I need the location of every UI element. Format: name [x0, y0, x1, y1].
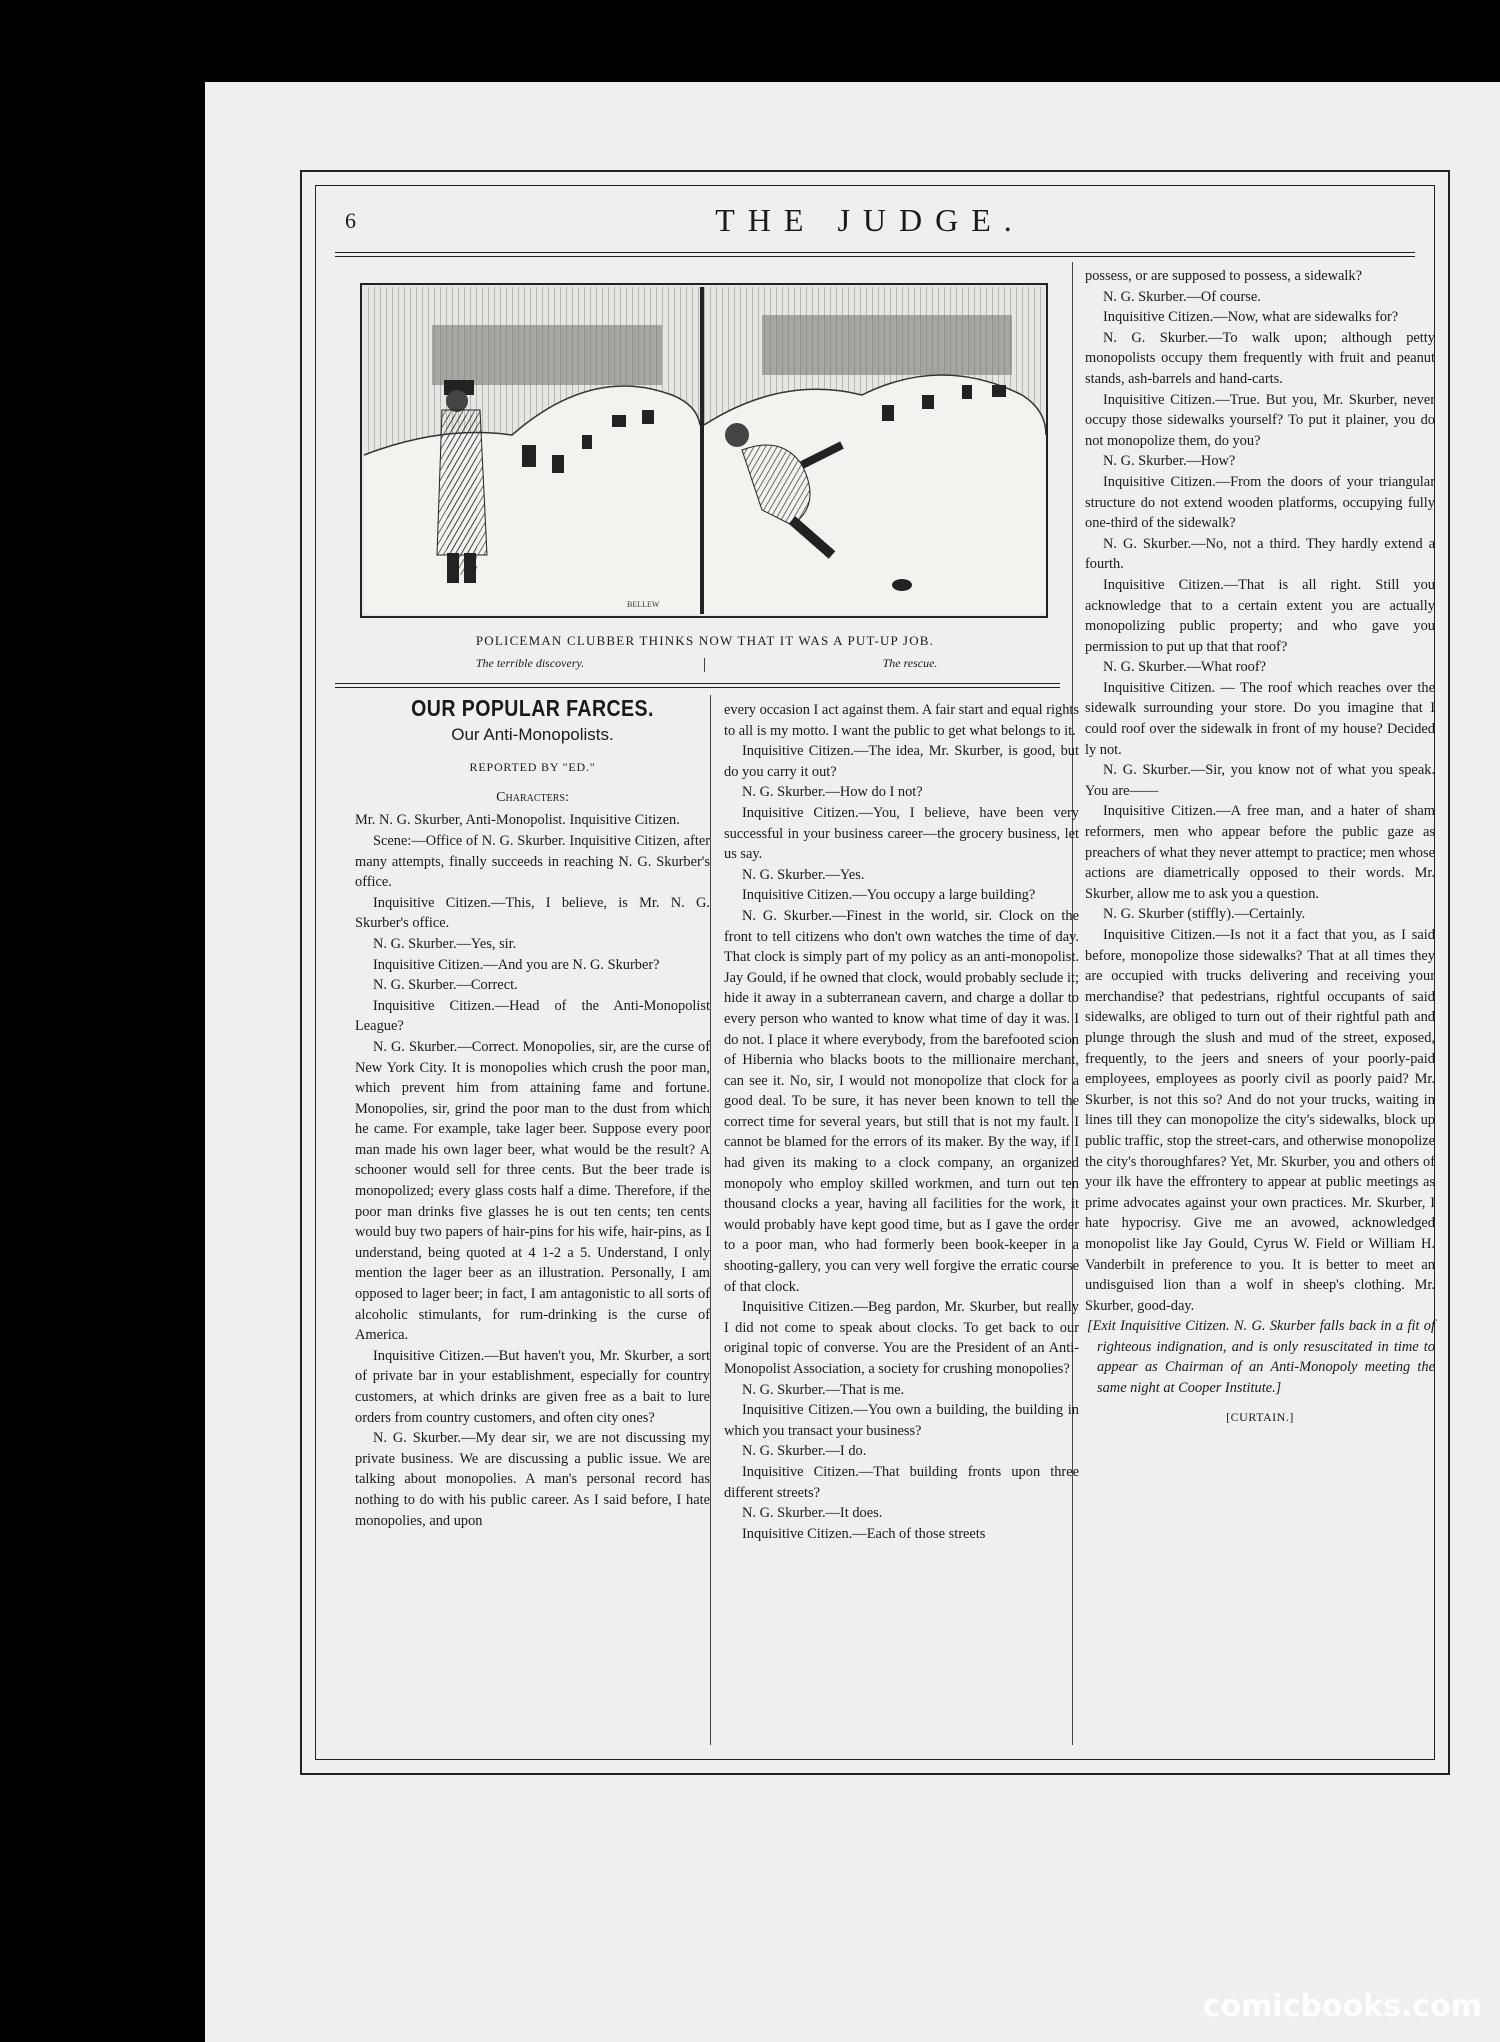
paragraph: every occasion I act against them. A fair start and equal rights to all is my motto. I want the public to get what belongs to it. [724, 702, 1079, 739]
paragraph: Inquisitive Citizen.—This, I believe, is Mr. N. G. Skurber's office. [355, 894, 710, 932]
paragraph: N. G. Skurber.—How? [1103, 453, 1236, 470]
paragraph: N. G. Skurber.—No, not a third. They hardly extend a fourth. [1085, 535, 1435, 573]
paragraph: Inquisitive Citizen.—That building fronts upon three different streets? [724, 1463, 1079, 1501]
section-rule-2 [335, 687, 1060, 688]
article-column-1 [355, 696, 710, 1531]
article-title: OUR POPULAR FARCES. [411, 695, 654, 721]
page-number: 6 [345, 208, 356, 233]
column-3-text [1085, 266, 1435, 1399]
paragraph: N. G. Skurber (stiffly).—Certainly. [1103, 906, 1306, 923]
paragraph: Inquisitive Citizen.—A free man, and a hater of sham reformers, men who appear before the public gaze as preachers of what they never attempt to practice; men whose actions are diametrically opposed to their words. Mr. Skurber, allow me to ask you a question. [1085, 803, 1435, 902]
masthead-rule [335, 252, 1415, 253]
paragraph: N. G. Skurber.—How do I not? [742, 784, 923, 801]
caption-divider [704, 658, 705, 672]
paragraph: Inquisitive Citizen. — The roof which reaches over the sidewalk surrounding your store. Do you imagine that I could roof over the sidewalk in front of my house? Decided ly not. [1085, 679, 1435, 758]
column-rule-1 [710, 695, 711, 1745]
paragraph: N. G. Skurber.—Sir, you know not of what you speak. You are—— [1085, 762, 1435, 799]
paragraph: Mr. N. G. Skurber, Anti-Monopolist. Inquisitive Citizen. [355, 812, 680, 829]
article-byline: REPORTED BY "ED." [469, 760, 596, 775]
paragraph: Scene:—Office of N. G. Skurber. Inquisitive Citizen, after many attempts, finally succeeds in reaching N. G. Skurber's office. [355, 832, 710, 891]
paragraph: N. G. Skurber.—Of course. [1103, 288, 1261, 305]
article-column-2 [724, 700, 1079, 1544]
column-1-text [355, 810, 710, 1531]
article-subtitle: Our Anti-Monopolists. [451, 724, 614, 744]
paragraph: Inquisitive Citizen.—Each of those streets [742, 1525, 986, 1542]
paragraph: N. G. Skurber.—Finest in the world, sir. Clock on the front to tell citizens who don't own watches the time of day. That clock is simply part of my policy as an anti-monopolist. Jay Gould, if he owned that clock, would probably seclude it; hide it away in a subterranean cavern, and charge a dollar to every person who wanted to know what time of day it was. I do not. I place it where everybody, from the barefooted scion of Hibernia who blacks boots to the millionaire merchant, can see it. No, sir, I would not monopolize that clock for a good deal. To be sure, it has never been known to tell the correct time for several years, but still that is not my fault. I cannot be blamed for the errors of its maker. By the way, if I had given its making to a clock company, an organized monopoly who employ skilled workmen, and turn out ten thousand clocks a year, having all facilities for the work, it would probably have kept good time, but as I gave the order to a poor man, who had formerly been book-keeper in a shooting-gallery, you can very well forgive the erratic course of that clock. [724, 907, 1079, 1295]
paragraph: Inquisitive Citizen.—Now, what are sidewalks for? [1103, 309, 1399, 326]
left-panel-caption: The terrible discovery. [475, 656, 585, 670]
paragraph: N. G. Skurber.—Correct. [373, 977, 518, 994]
cartoon-illustration [360, 283, 1048, 618]
illustration-caption: POLICEMAN CLUBBER THINKS NOW THAT IT WAS A PUT-UP JOB. [475, 633, 935, 648]
paragraph: Inquisitive Citizen.—But haven't you, Mr. Skurber, a sort of private bar in your establishment, especially for country customers, at which drinks are given free as a bait to lure orders from country customers, and often city ones? [355, 1347, 710, 1426]
paragraph: Inquisitive Citizen.—You occupy a large building? [742, 887, 1036, 904]
paragraph: N. G. Skurber.—My dear sir, we are not discussing my private business. We are discussing a public issue. We are talking about monopolies. A man's personal record has nothing to do with his public career. As I said before, I hate monopolies, and upon [355, 1430, 710, 1529]
paragraph: [Exit Inquisitive Citizen. N. G. Skurber falls back in a fit of righteous indignation, and is only resuscitated in time to appear as Chairman of an Anti-Monopoly meeting the same night at Cooper Institute.] [1087, 1318, 1435, 1397]
paragraph: N. G. Skurber.—I do. [742, 1443, 867, 1460]
paragraph: Inquisitive Citizen.—Beg pardon, Mr. Skurber, but really I did not come to speak about clocks. To get back to our original topic of converse. You are the President of an Anti-Monopolist Association, a society for crushing monopolies? [724, 1299, 1079, 1377]
paragraph: Inquisitive Citizen.—And you are N. G. Skurber? [373, 956, 660, 973]
paragraph: N. G. Skurber.—To walk upon; although petty monopolists occupy them frequently with fruit and peanut stands, ash-barrels and hand-carts. [1085, 329, 1435, 387]
paragraph: Inquisitive Citizen.—True. But you, Mr. Skurber, never occupy those sidewalks yourself? To put it plainer, you do not monopolize them, do you? [1085, 391, 1435, 449]
paragraph: Inquisitive Citizen.—From the doors of your triangular structure do not extend wooden platforms, occupying fully one-third of the sidewalk? [1085, 473, 1435, 532]
cartoon-drawing [362, 285, 1046, 616]
section-rule [335, 683, 1060, 684]
right-panel-caption: The rescue. [882, 656, 938, 670]
characters-heading: Characters: [496, 789, 569, 805]
paragraph: Inquisitive Citizen.—The idea, Mr. Skurber, is good, but do you carry it out? [724, 743, 1079, 780]
paragraph: N. G. Skurber.—It does. [742, 1505, 883, 1522]
paragraph: N. G. Skurber.—Correct. Monopolies, sir, are the curse of New York City. It is monopolies which crush the poor man, which prevent him from attaining fame and fortune. Monopolies, sir, grind the poor man to the dust from which he came. For example, take lager beer. Suppose every poor man made his own lager beer, what would be the result? A schooner would sell for three cents. But the beer trade is monopolized; every glass costs half a dime. Therefore, if the poor man drinks five glasses he is out ten cents; ten cents would buy two papers of hair-pins for his wife, hair-pins, as I understand, being quoted at 4 1-2 a 5. Understand, I only mention the lager beer as an illustration. Personally, I am opposed to lager beer; in fact, I am antagonistic to all sorts of alcoholic stimulants, for rum-drinking is the curse of America. [355, 1038, 710, 1344]
masthead-title: THE JUDGE. [715, 202, 1025, 238]
article-column-3 [1085, 266, 1435, 1427]
site-watermark: comicbooks.com [1202, 1989, 1482, 2024]
paragraph: Inquisitive Citizen.—You, I believe, have been very successful in your business career—the grocery business, let us say. [724, 804, 1079, 863]
paragraph: possess, or are supposed to possess, a sidewalk? [1085, 268, 1362, 284]
paragraph: N. G. Skurber.—Yes. [742, 866, 865, 883]
paragraph: Inquisitive Citizen.—Is not it a fact that you, as I said before, monopolize those sidewalks? That at all times they are occupied with trucks delivering and receiving your merchandise? that pedestrians, rightful occupants of said sidewalks, are obliged to turn out of their rightful path and plunge through the slush and mud of the street, exposed, frequently, to the jeers and sneers of your poorly-paid employees, employees as poorly civil as poorly paid? Mr. Skurber, is not this so? And do not your trucks, waiting in lines till they can monopolize the city's sidewalks, block up public traffic, stop the street-cars, and otherwise monopolize the city's thoroughfares? Yet, Mr. Skurber, you and others of your ilk have the effrontery to appear at public meetings as prime advocates against your own practices. Mr. Skurber, I hate hypocrisy. Give me an avowed, acknowledged monopolist like Jay Gould, Cyrus W. Field or William H. Vanderbilt in preference to you. It is better to meet an undisguised lion than a wolf in sheep's clothing. Mr. Skurber, good-day. [1085, 927, 1435, 1314]
paragraph: Inquisitive Citizen.—That is all right. Still you acknowledge that to a certain extent you are actually monopolizing public property; and who gave you permission to put up that that roof? [1085, 576, 1435, 655]
paragraph: N. G. Skurber.—That is me. [742, 1381, 905, 1398]
masthead-rule-2 [335, 256, 1415, 257]
artist-signature: BELLEW [627, 600, 660, 609]
paragraph: Inquisitive Citizen.—Head of the Anti-Monopolist League? [355, 997, 710, 1035]
paragraph: N. G. Skurber.—Yes, sir. [373, 935, 517, 952]
paragraph: N. G. Skurber.—What roof? [1103, 659, 1267, 676]
column-2-text [724, 700, 1079, 1544]
curtain-line: [CURTAIN.] [1226, 1409, 1294, 1424]
paragraph: Inquisitive Citizen.—You own a building, the building in which you transact your business? [724, 1402, 1079, 1439]
